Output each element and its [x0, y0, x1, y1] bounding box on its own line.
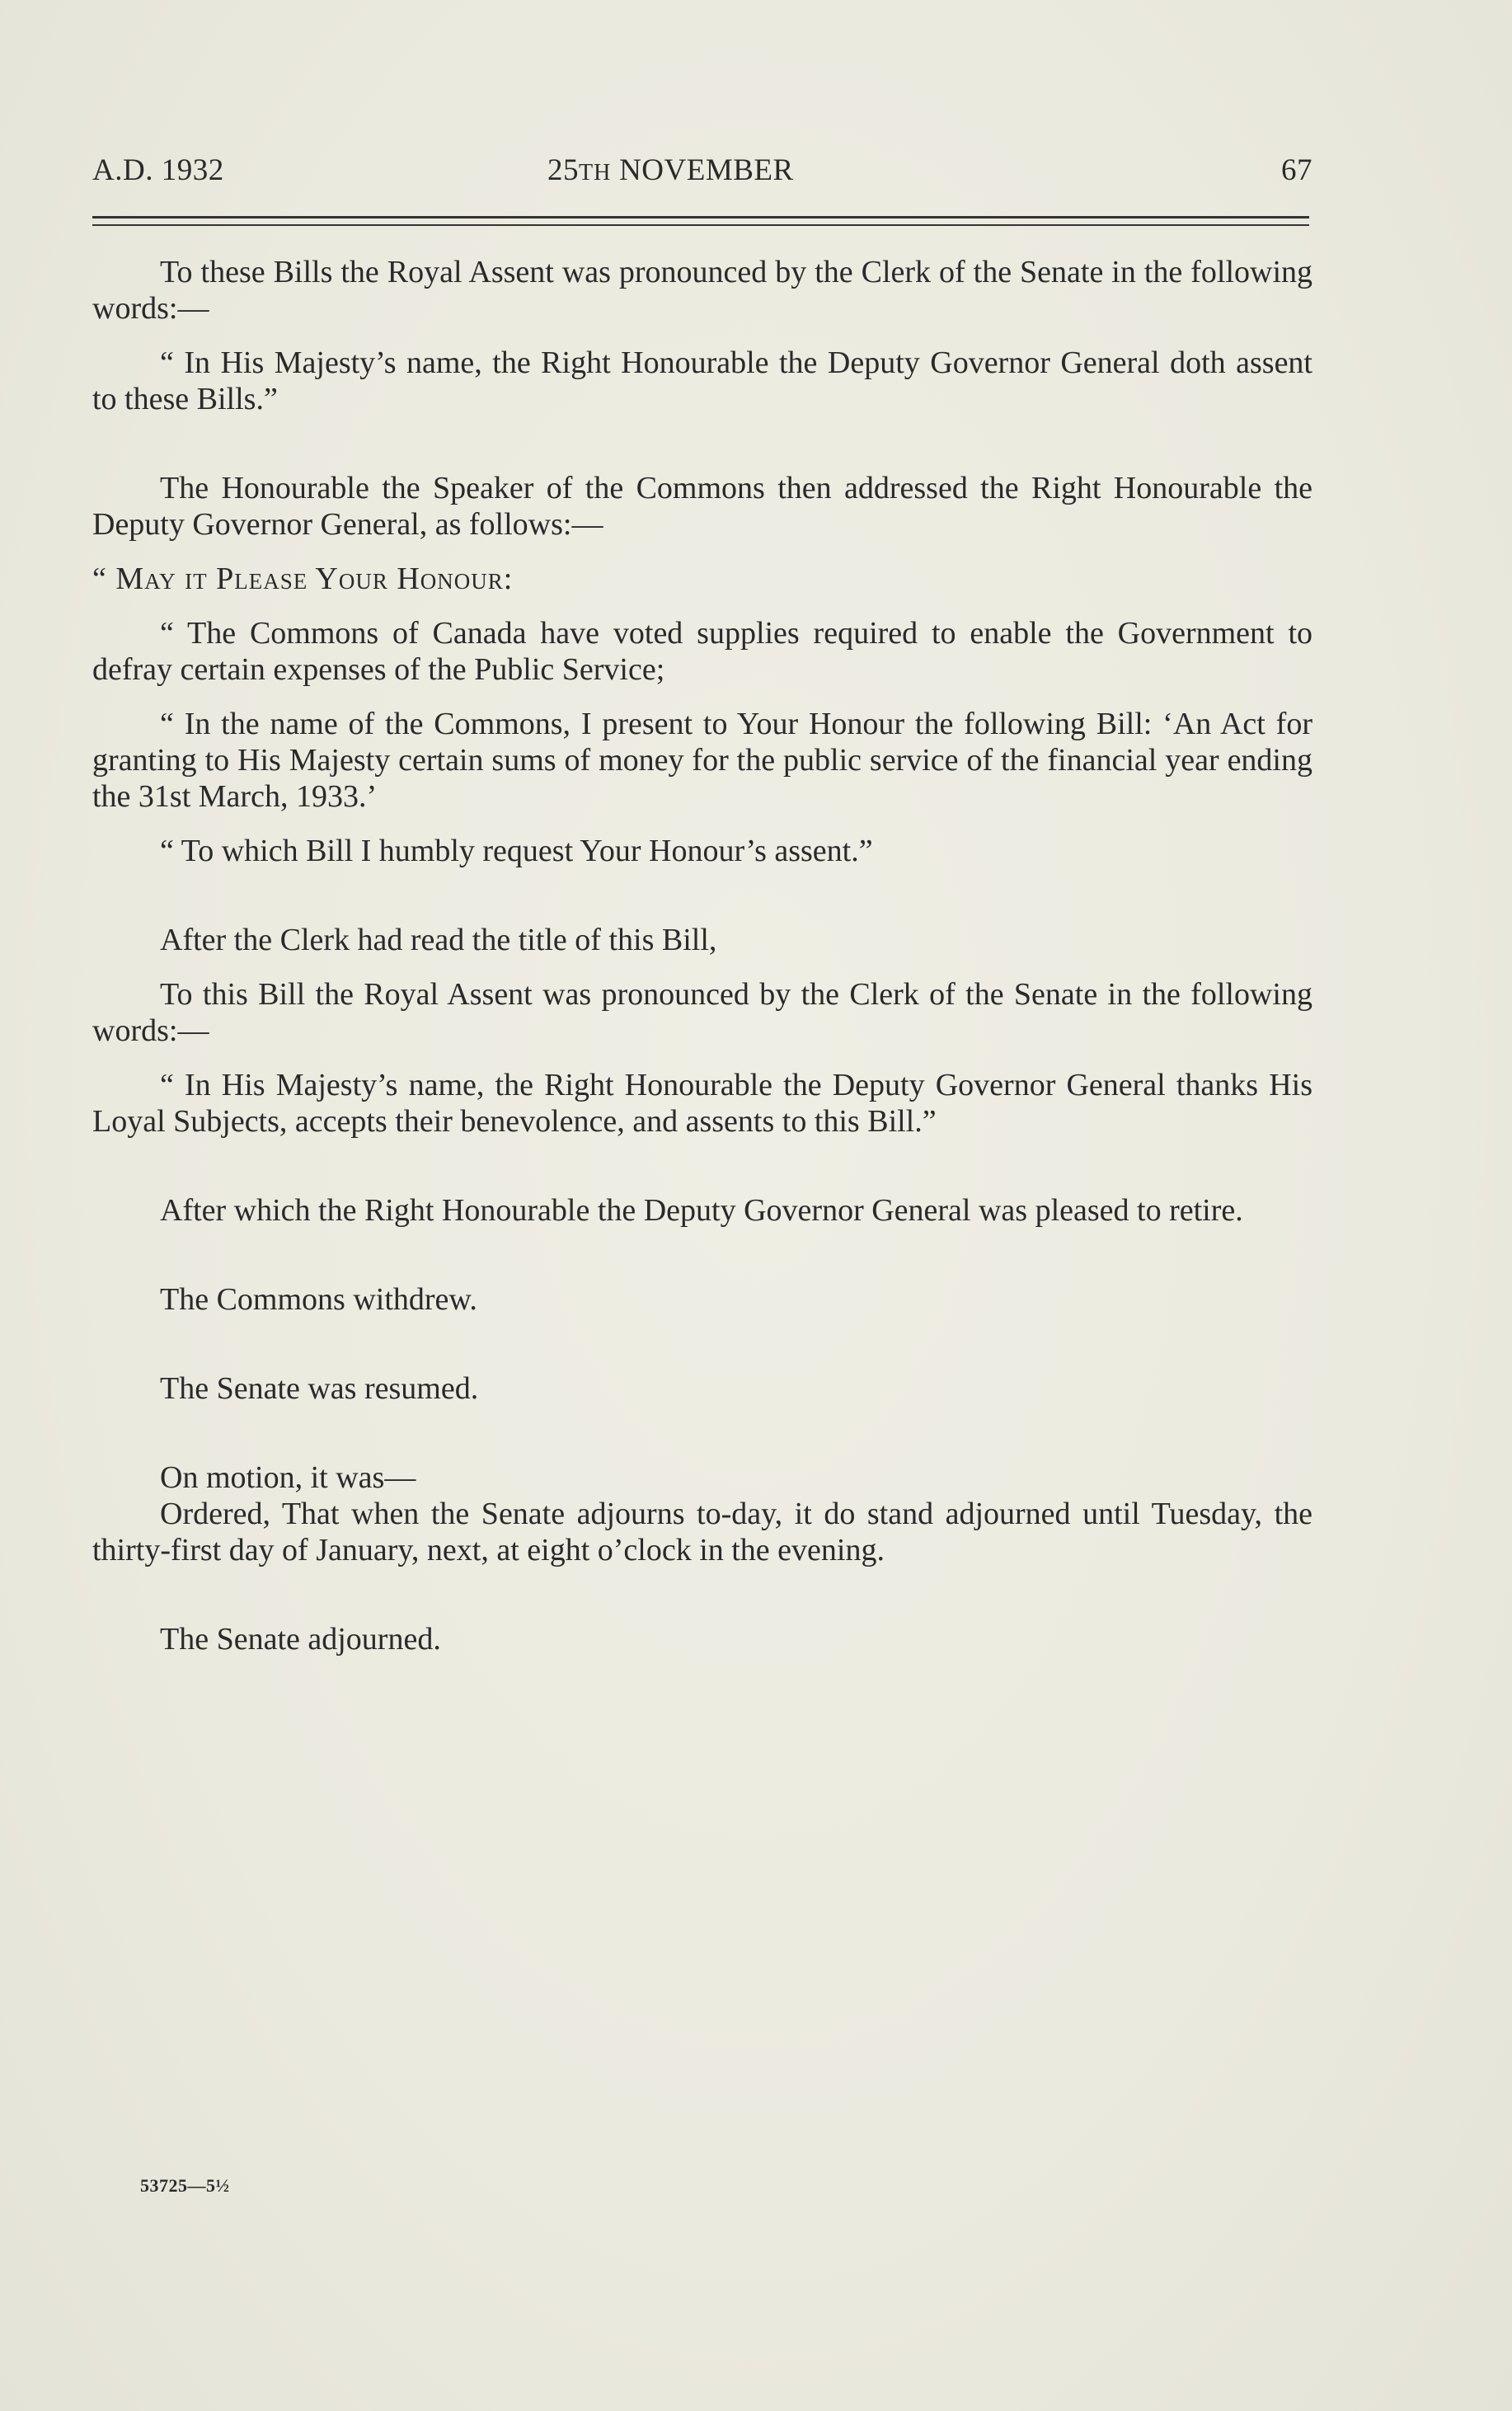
- header-year: A.D. 1932: [92, 153, 224, 187]
- salutation: “ May it Please Your Honour:: [92, 562, 514, 596]
- header-date-suffix: TH: [579, 160, 612, 186]
- header-date-day: 25: [547, 153, 579, 187]
- body-text: [92, 254, 1312, 1657]
- paragraph: Ordered, That when the Senate adjourns to-day, it do stand adjourned until Tuesday, the thirty-first day of January, next, at eight o’clock in the evening.: [92, 1497, 1312, 1567]
- printer-code: 53725—5½: [140, 2175, 230, 2196]
- paragraph: “ In His Majesty’s name, the Right Honourable the Deputy Governor General thanks His Loyal Subjects, accepts their benevolence, and assents to this Bill.”: [92, 1068, 1312, 1139]
- paragraph: “ In the name of the Commons, I present to Your Honour the following Bill: ‘An Act for granting to His Majesty certain sums of money for the public service of the financial year ending the 31st March, 1933.’: [92, 707, 1312, 814]
- paragraph: To these Bills the Royal Assent was pronounced by the Clerk of the Senate in the following words:—: [92, 255, 1312, 326]
- page-number: 67: [1281, 153, 1312, 187]
- header-date: [547, 153, 794, 188]
- paragraph: The Honourable the Speaker of the Commons then addressed the Right Honourable the Deputy Governor General, as follows:—: [92, 471, 1312, 542]
- paragraph: To this Bill the Royal Assent was pronounced by the Clerk of the Senate in the following words:—: [92, 977, 1312, 1048]
- paragraph: After the Clerk had read the title of this Bill,: [160, 923, 717, 957]
- header-date-month: NOVEMBER: [611, 153, 794, 187]
- paragraph: The Senate adjourned.: [160, 1622, 441, 1657]
- paragraph: After which the Right Honourable the Deputy Governor General was pleased to retire.: [160, 1193, 1243, 1228]
- header-rule-bottom: [92, 224, 1309, 226]
- running-head: [92, 153, 1312, 194]
- paragraph: “ To which Bill I humbly request Your Honour’s assent.”: [160, 834, 873, 868]
- paragraph: The Commons withdrew.: [160, 1282, 477, 1317]
- paragraph: The Senate was resumed.: [160, 1371, 479, 1406]
- paragraph: “ In His Majesty’s name, the Right Honourable the Deputy Governor General doth assent to these Bills.”: [92, 345, 1312, 416]
- paragraph: “ The Commons of Canada have voted supplies required to enable the Government to defray certain expenses of the Public Service;: [92, 616, 1312, 687]
- header-rule-top: [92, 216, 1309, 219]
- paragraph: On motion, it was—: [160, 1460, 416, 1495]
